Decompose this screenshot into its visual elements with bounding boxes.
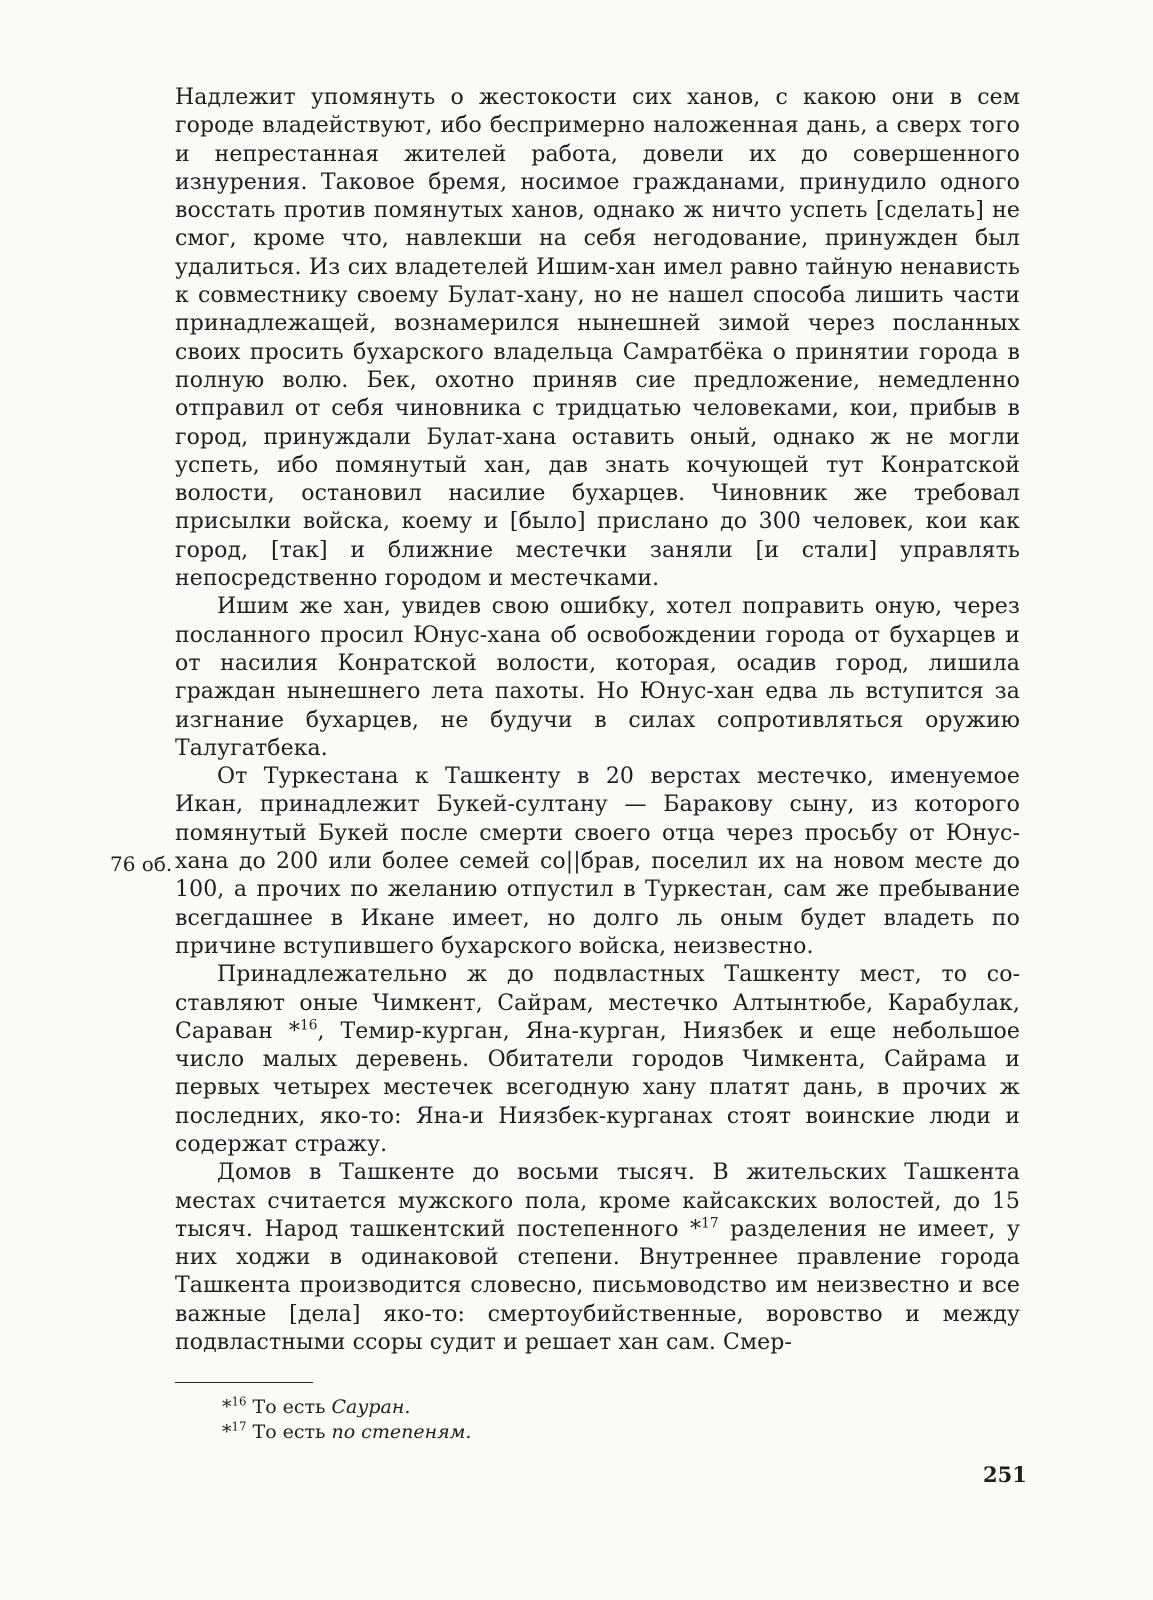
footnotes <box>222 1395 922 1445</box>
footnote-ref-16[interactable]: 16 <box>299 1017 318 1034</box>
footnote-17: *$^{17}$ То есть по степеням. <box>222 1419 472 1443</box>
paragraph-4: Принадлежательно ж до подвластных Ташкенту мест, то составляют оные Чимкент, Сайрам, местечко Алтынтюбе, Карабулак, Сараван *$^{16}$, Темир-курган, Яна-курган, Ниязбек и еще небольшое число малых деревень. Обитатели городов Чимкента, Сайрама и первых четырех местечек всегодную хану платят дань, в прочих ж последних, яко-то: Яна-и Ниязбек-курганах стоят воинские люди и содержат стражу. <box>175 962 1020 1157</box>
paragraph-2: Ишим же хан, увидев свою ошибку, хотел поправить оную, через посланного просил Юнус-хана об освобождении города от бухарцев и от насилия Конратской волости, которая, осадив город, лишила граждан нынешнего лета пахоты. Но Юнус-хан едва ль вступится за изгнание бухарцев, не будучи в силах сопротивляться оружию Талугатбека. <box>175 594 1020 761</box>
footnote-ref-17[interactable]: 17 <box>701 1215 719 1232</box>
page-number: 251 <box>983 1462 1027 1487</box>
main-text <box>175 84 1020 1357</box>
footnote-divider <box>175 1382 313 1383</box>
paragraph-5: Домов в Ташкенте до восьми тысяч. В жительских Ташкента местах считается мужского пола, кроме кайсакских волостей, до 15 тысяч. Народ ташкентский постепенного *$^{17}$ разделения не имеет, у них ходжи в одинаковой степени. Внутреннее правление города Ташкента производится словесно, письмоводство им неизвестно и все важные [дела] яко-то: смертоубийственные, воровство и между подвластными ссоры судит и решает хан сам. Смер- <box>175 1160 1021 1356</box>
footnote-16: *$^{16}$ То есть Сауран. <box>222 1394 411 1418</box>
paragraph-3: От Туркестана к Ташкенту в 20 верстах местечко, именуемое Икан, принадлежит Букей-султану — Баракову сыну, из которого помянутый Букей после смерти своего отца через просьбу от Юнус-хана до 200 или более семей со||брав, поселил их на новом месте до 100, а прочих по желанию отпустил в Туркестан, сам же пребывание всегдашнее в Икане имеет, но долго ль оным будет владеть по причине вступившего бухарского войска, неизвестно. <box>175 764 1020 959</box>
paragraph-1: Надлежит упомянуть о жестокости сих ханов, с какою они в сем городе владействуют, ибо беспримерно наложенная дань, а сверх того и непрестанная жителей работа, довели их до совершенного изнурения. Таковое бремя, носимое гражданами, принудило одного восстать против помянутых ханов, однако ж ничто успеть [сделать] не смог, кроме что, навлекши на себя негодование, принужден был удалиться. Из сих владетелей Ишим-хан имел равно тайную ненависть к совместнику своему Булат-хану, но не нашел способа лишить части принадлежащей, вознамерился нынешней зимой через посланных своих просить бухарского владельца Самратбёка о принятии города в полную волю. Бек, охотно приняв сие предложение, немедленно отправил от себя чиновника с тридцатью человеками, кои, прибыв в город, принуждали Булат-хана оставить оный, однако ж не могли успеть, ибо помянутый хан, дав знать кочующей тут Конратской волости, остановил насилие бухарцев. Чиновник же требовал присылки войска, коему и [было] прислано до 300 человек, кои как город, [так] и ближние местечки заняли [и стали] управлять непосредственно городом и местечками. <box>175 85 1020 592</box>
folio-margin-note: 76 об. <box>110 852 173 876</box>
